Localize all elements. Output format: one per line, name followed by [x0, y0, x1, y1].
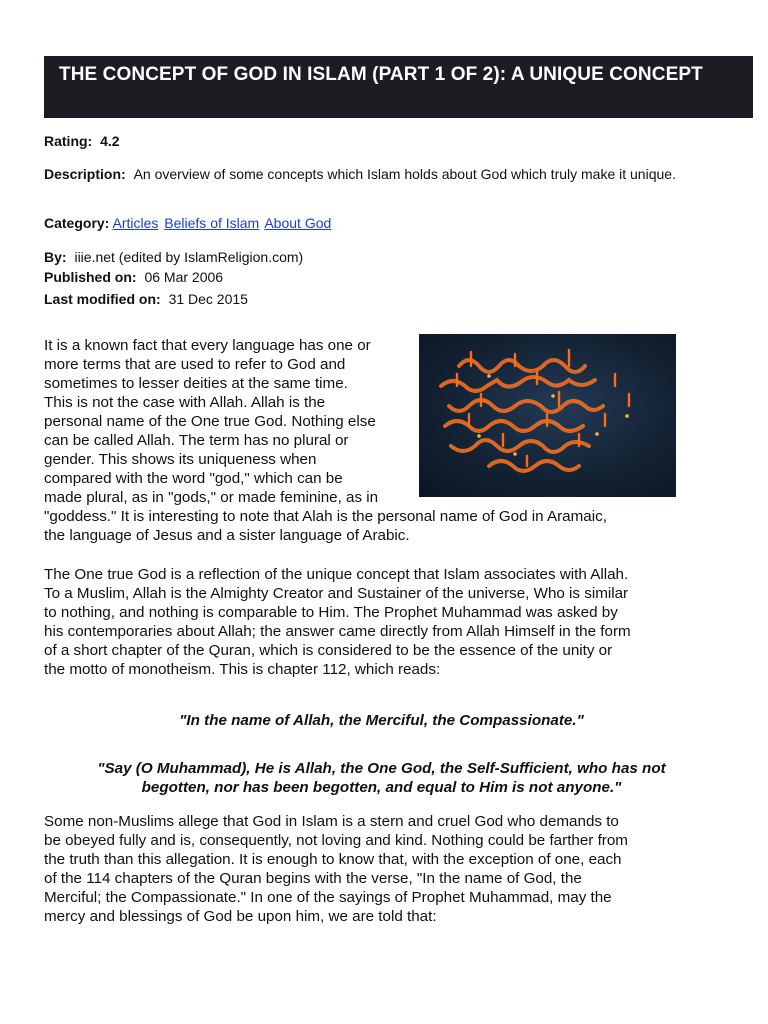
paragraph-2	[44, 565, 734, 679]
p3-line: Some non-Muslims allege that God in Islam is a stern and cruel God who demands to	[44, 813, 619, 830]
p1-line: the language of Jesus and a sister language of Arabic.	[44, 527, 410, 544]
by-value: iiie.net (edited by IslamReligion.com)	[74, 249, 304, 265]
quote-basmala: "In the name of Allah, the Merciful, the Compassionate."	[179, 712, 584, 729]
quote-line: begotten, nor has been begotten, and equal to Him is not anyone."	[141, 779, 622, 796]
published-row	[44, 268, 223, 286]
p3-line: mercy and blessings of God be upon him, we are told that:	[44, 908, 437, 925]
p2-line: to nothing, and nothing is comparable to Him. The Prophet Muhammad was asked by	[44, 604, 618, 621]
category-label: Category:	[44, 215, 110, 231]
category-link-beliefs-of-islam[interactable]: Beliefs of Islam	[164, 215, 260, 231]
quote-line: "Say (O Muhammad), He is Allah, the One God, the Self-Sufficient, who has not	[97, 760, 666, 777]
p1-line: more terms that are used to refer to God and	[44, 356, 346, 373]
category-link-articles[interactable]: Articles	[112, 215, 159, 231]
p1-line: can be called Allah. The term has no plural or	[44, 432, 349, 449]
rating-row	[44, 132, 120, 150]
p3-line: Merciful; the Compassionate." In one of the sayings of Prophet Muhammad, may the	[44, 889, 612, 906]
paragraph-1-intro	[44, 336, 424, 507]
modified-label: Last modified on:	[44, 291, 161, 307]
article-title: THE CONCEPT OF GOD IN ISLAM (PART 1 OF 2): A UNIQUE CONCEPT	[59, 64, 703, 85]
article-title-bar	[44, 56, 753, 118]
p1-line: gender. This shows its uniqueness when	[44, 451, 317, 468]
p2-line: his contemporaries about Allah; the answer came directly from Allah Himself in the form	[44, 623, 631, 640]
p3-line: the truth than this allegation. It is enough to know that, with the exception of one, each	[44, 851, 622, 868]
category-link-about-god[interactable]: About God	[264, 215, 332, 231]
p2-line: The One true God is a reflection of the unique concept that Islam associates with Allah.	[44, 566, 629, 583]
published-label: Published on:	[44, 269, 137, 285]
modified-row	[44, 290, 248, 308]
arabic-calligraphy-image	[419, 334, 676, 497]
p1-line: made plural, as in "gods," or made feminine, as in	[44, 489, 379, 506]
p1-line: personal name of the One true God. Nothing else	[44, 413, 376, 430]
description-label: Description:	[44, 166, 126, 182]
p1-line: It is a known fact that every language has one or	[44, 337, 371, 354]
p2-line: the motto of monotheism. This is chapter 112, which reads:	[44, 661, 441, 678]
description-row	[44, 165, 704, 183]
paragraph-3	[44, 812, 734, 926]
p2-line: To a Muslim, Allah is the Almighty Creator and Sustainer of the universe, Who is similar	[44, 585, 629, 602]
p3-line: of the 114 chapters of the Quran begins with the verse, "In the name of God, the	[44, 870, 582, 887]
p1-line: sometimes to lesser deities at the same time.	[44, 375, 348, 392]
author-row	[44, 248, 303, 266]
published-value: 06 Mar 2006	[144, 269, 224, 285]
category-row	[44, 214, 333, 232]
p1-line: "goddess." It is interesting to note that Alah is the personal name of God in Aramaic,	[44, 508, 607, 525]
p2-line: of a short chapter of the Quran, which is considered to be the essence of the unity or	[44, 642, 613, 659]
by-label: By:	[44, 249, 67, 265]
rating-label: Rating:	[44, 133, 93, 149]
calligraphy-drawing	[419, 334, 676, 497]
rating-value: 4.2	[100, 133, 120, 149]
modified-value: 31 Dec 2015	[168, 291, 248, 307]
p3-line: be obeyed fully and is, consequently, not loving and kind. Nothing could be farther from	[44, 832, 628, 849]
description-text: An overview of some concepts which Islam holds about God which truly make it unique.	[133, 166, 676, 182]
p1-line: compared with the word "god," which can be	[44, 470, 343, 487]
quote-chapter-112	[44, 759, 719, 797]
paragraph-1-end	[44, 507, 724, 545]
p1-line: This is not the case with Allah. Allah is the	[44, 394, 326, 411]
